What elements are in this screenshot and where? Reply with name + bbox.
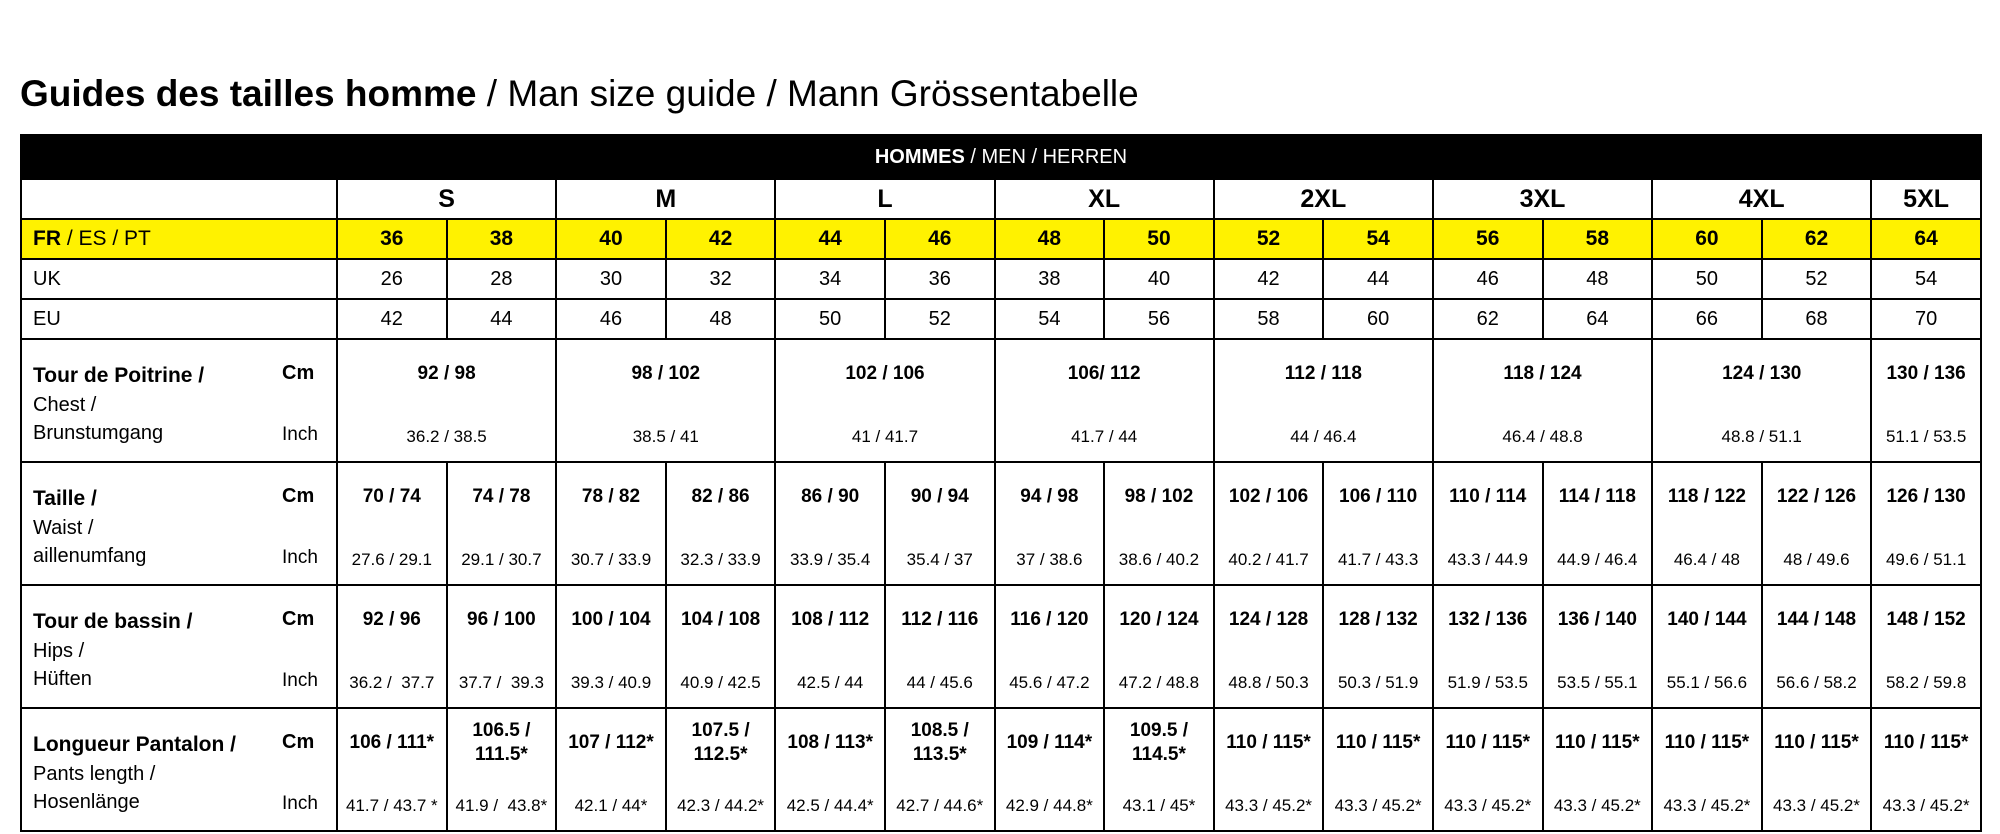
- pants-inch-value: 42.1 / 44*: [574, 796, 648, 815]
- eu-size-cell: 68: [1762, 299, 1872, 339]
- eu-size-cell: 58: [1214, 299, 1324, 339]
- pants-cm-value: 106.5 / 111.5*: [472, 720, 531, 765]
- chest-cm-value: 112 / 118: [1284, 363, 1362, 384]
- waist-cm-value: 110 / 114: [1449, 486, 1527, 507]
- unit-inch-label: Inch: [282, 793, 318, 814]
- waist-value-cell: [447, 462, 557, 585]
- pants-cm-value: 109.5 / 114.5*: [1129, 720, 1188, 765]
- hips-value-cell: [1104, 585, 1214, 708]
- unit-inch-label: Inch: [282, 670, 318, 691]
- size-letter-row: [21, 179, 1981, 219]
- uk-size-label: UK: [21, 259, 337, 299]
- hips-inch-value: 37.7 / 39.3: [458, 673, 544, 692]
- pants-cm-value: 110 / 115*: [1774, 732, 1859, 753]
- pants-value-cell: [666, 708, 776, 831]
- fr-size-cell: 38: [447, 219, 557, 259]
- pants-label-line3: Hosenlänge: [33, 791, 140, 813]
- pants-value-cell: [1652, 708, 1762, 831]
- fr-size-cell: 50: [1104, 219, 1214, 259]
- hips-label-line3: Hüften: [33, 668, 92, 690]
- eu-size-cell: 50: [775, 299, 885, 339]
- size-header-cell: 5XL: [1871, 179, 1981, 219]
- hips-cm-value: 132 / 136: [1448, 609, 1528, 630]
- hips-cm-value: 124 / 128: [1228, 609, 1309, 630]
- hips-value-cell: [556, 585, 666, 708]
- uk-size-cell: 34: [775, 259, 885, 299]
- pants-cm-value: 110 / 115*: [1226, 732, 1311, 753]
- uk-size-cell: 30: [556, 259, 666, 299]
- uk-size-row: [21, 259, 1981, 299]
- chest-inch-value: 41.7 / 44: [1071, 427, 1138, 446]
- pants-label-line2: Pants length /: [33, 763, 156, 785]
- waist-value-cell: [337, 462, 447, 585]
- pants-inch-value: 43.3 / 45.2*: [1225, 796, 1313, 815]
- uk-size-cell: 42: [1214, 259, 1324, 299]
- hips-value-cell: [666, 585, 776, 708]
- chest-cm-value: 130 / 136: [1886, 363, 1966, 384]
- waist-label-line2: Waist /: [33, 517, 94, 539]
- pants-cm-value: 110 / 115*: [1555, 732, 1640, 753]
- waist-cm-value: 126 / 130: [1886, 486, 1966, 507]
- page-title-bold: Guides des tailles homme: [20, 73, 477, 114]
- pants-inch-value: 43.3 / 45.2*: [1663, 796, 1751, 815]
- waist-inch-value: 33.9 / 35.4: [790, 550, 871, 569]
- waist-inch-value: 32.3 / 33.9: [680, 550, 761, 569]
- pants-inch-value: 43.3 / 45.2*: [1444, 796, 1532, 815]
- uk-size-cell: 26: [337, 259, 447, 299]
- waist-value-cell: [1104, 462, 1214, 585]
- pants-cm-value: 110 / 115*: [1445, 732, 1530, 753]
- waist-cm-value: 86 / 90: [801, 486, 860, 507]
- hips-cm-value: 140 / 144: [1667, 609, 1747, 630]
- hips-cm-value: 136 / 140: [1557, 609, 1637, 630]
- uk-size-cell: 38: [995, 259, 1105, 299]
- waist-inch-value: 46.4 / 48: [1673, 550, 1740, 569]
- uk-size-cell: 48: [1543, 259, 1653, 299]
- hips-value-cell: [1214, 585, 1324, 708]
- pants-value-cell: [1433, 708, 1543, 831]
- hips-cm-value: 116 / 120: [1010, 609, 1089, 630]
- waist-inch-value: 49.6 / 51.1: [1885, 550, 1967, 569]
- hips-inch-value: 47.2 / 48.8: [1118, 673, 1200, 692]
- hips-row: [21, 585, 1981, 708]
- eu-size-row: [21, 299, 1981, 339]
- uk-size-cell: 28: [447, 259, 557, 299]
- waist-cm-value: 114 / 118: [1558, 486, 1636, 507]
- waist-inch-value: 30.7 / 33.9: [570, 550, 652, 569]
- pants-cm-value: 108.5 / 113.5*: [910, 720, 969, 765]
- waist-value-cell: [885, 462, 995, 585]
- pants-inch-value: 43.3 / 45.2*: [1773, 796, 1860, 815]
- waist-inch-value: 37 / 38.6: [1016, 550, 1083, 569]
- banner-cell: [21, 135, 1981, 179]
- pants-value-cell: [1543, 708, 1653, 831]
- size-header-cell: 2XL: [1214, 179, 1433, 219]
- chest-label-line2: Chest /: [33, 394, 97, 416]
- hips-value-cell: [1762, 585, 1872, 708]
- hips-inch-value: 40.9 / 42.5: [680, 673, 761, 692]
- waist-inch-value: 40.2 / 41.7: [1228, 550, 1309, 569]
- eu-size-cell: 62: [1433, 299, 1543, 339]
- pants-value-cell: [1323, 708, 1433, 831]
- unit-cm-label: Cm: [282, 362, 315, 384]
- size-header-cell: S: [337, 179, 556, 219]
- pants-value-cell: [995, 708, 1105, 831]
- waist-inch-value: 43.3 / 44.9: [1447, 550, 1528, 569]
- waist-value-cell: [1214, 462, 1324, 585]
- unit-cm-label: Cm: [282, 731, 315, 753]
- waist-value-cell: [1323, 462, 1433, 585]
- chest-label-line3: Brunstumgang: [33, 422, 164, 444]
- pants-cm-value: 108 / 113*: [787, 732, 873, 753]
- hips-label-cell: [21, 585, 337, 708]
- pants-cm-value: 106 / 111*: [349, 732, 435, 753]
- hips-value-cell: [775, 585, 885, 708]
- hips-inch-value: 36.2 / 37.7: [349, 673, 435, 692]
- pants-length-row: [21, 708, 1981, 831]
- fr-size-cell: 54: [1323, 219, 1433, 259]
- unit-inch-label: Inch: [282, 424, 318, 445]
- chest-row: [21, 339, 1981, 462]
- chest-inch-value: 46.4 / 48.8: [1502, 427, 1583, 446]
- hips-cm-value: 104 / 108: [680, 609, 761, 630]
- chest-cm-value: 92 / 98: [417, 363, 476, 384]
- pants-label-cell: [21, 708, 337, 831]
- waist-cm-value: 78 / 82: [581, 486, 641, 507]
- pants-value-cell: [1214, 708, 1324, 831]
- hips-value-cell: [995, 585, 1105, 708]
- pants-value-cell: [885, 708, 995, 831]
- waist-row: [21, 462, 1981, 585]
- chest-inch-value: 41 / 41.7: [851, 427, 919, 446]
- chest-cm-value: 124 / 130: [1722, 363, 1802, 384]
- hips-inch-value: 53.5 / 55.1: [1557, 673, 1638, 692]
- waist-value-cell: [1652, 462, 1762, 585]
- chest-label-cell: [21, 339, 337, 462]
- size-header-cell: M: [556, 179, 775, 219]
- pants-inch-value: 41.7 / 43.7 *: [345, 796, 438, 815]
- chest-label-title: Tour de Poitrine /: [33, 364, 205, 387]
- waist-value-cell: [1543, 462, 1653, 585]
- waist-inch-value: 48 / 49.6: [1783, 550, 1850, 569]
- waist-inch-value: 29.1 / 30.7: [461, 550, 542, 569]
- pants-value-cell: [337, 708, 447, 831]
- fr-size-cell: 44: [775, 219, 885, 259]
- size-header-cell: XL: [995, 179, 1214, 219]
- waist-value-cell: [1762, 462, 1872, 585]
- pants-inch-value: 43.3 / 45.2*: [1882, 796, 1970, 815]
- hips-cm-value: 148 / 152: [1886, 609, 1966, 630]
- hips-inch-value: 56.6 / 58.2: [1776, 673, 1857, 692]
- chest-value-cell: [1652, 339, 1871, 462]
- waist-cm-value: 74 / 78: [472, 486, 531, 507]
- size-letter-label: [21, 179, 337, 219]
- pants-value-cell: [556, 708, 666, 831]
- hips-value-cell: [1323, 585, 1433, 708]
- hips-inch-value: 42.5 / 44: [797, 673, 864, 692]
- fr-size-cell: 62: [1762, 219, 1872, 259]
- pants-inch-value: 43.3 / 45.2*: [1334, 796, 1422, 815]
- eu-size-cell: 54: [995, 299, 1105, 339]
- size-header-cell: L: [775, 179, 994, 219]
- size-header-cell: 3XL: [1433, 179, 1652, 219]
- hips-cm-value: 120 / 124: [1119, 609, 1199, 630]
- pants-inch-value: 41.9 / 43.8*: [455, 796, 548, 815]
- eu-size-label: EU: [21, 299, 337, 339]
- eu-size-cell: 52: [885, 299, 995, 339]
- chest-inch-value: 38.5 / 41: [632, 427, 699, 446]
- chest-inch-value: 36.2 / 38.5: [406, 427, 487, 446]
- pants-value-cell: [775, 708, 885, 831]
- eu-size-cell: 46: [556, 299, 666, 339]
- eu-size-cell: 66: [1652, 299, 1762, 339]
- hips-value-cell: [885, 585, 995, 708]
- hips-cm-value: 128 / 132: [1338, 609, 1418, 630]
- waist-inch-value: 44.9 / 46.4: [1557, 550, 1638, 569]
- uk-size-cell: 46: [1433, 259, 1543, 299]
- uk-size-cell: 40: [1104, 259, 1214, 299]
- waist-inch-value: 35.4 / 37: [906, 550, 973, 569]
- hips-cm-value: 100 / 104: [571, 609, 651, 630]
- waist-cm-value: 122 / 126: [1776, 486, 1857, 507]
- uk-size-cell: 52: [1762, 259, 1872, 299]
- waist-label-line3: aillenumfang: [33, 545, 147, 567]
- waist-cm-value: 70 / 74: [362, 486, 421, 507]
- pants-value-cell: [1871, 708, 1981, 831]
- pants-cm-value: 107 / 112*: [568, 732, 654, 753]
- hips-value-cell: [1652, 585, 1762, 708]
- waist-cm-value: 82 / 86: [691, 486, 750, 507]
- fr-label-bold: FR: [33, 227, 61, 250]
- uk-size-cell: 36: [885, 259, 995, 299]
- fr-size-row: [21, 219, 1981, 259]
- hips-inch-value: 45.6 / 47.2: [1009, 673, 1090, 692]
- waist-cm-value: 90 / 94: [910, 486, 969, 507]
- pants-cm-value: 110 / 115*: [1335, 732, 1421, 753]
- chest-cm-value: 118 / 124: [1503, 363, 1582, 384]
- chest-value-cell: [1871, 339, 1981, 462]
- pants-inch-value: 42.9 / 44.8*: [1005, 796, 1093, 815]
- pants-inch-value: 42.7 / 44.6*: [896, 796, 984, 815]
- waist-cm-value: 118 / 122: [1667, 486, 1747, 507]
- chest-inch-value: 44 / 46.4: [1290, 427, 1357, 446]
- eu-size-cell: 70: [1871, 299, 1981, 339]
- waist-value-cell: [1871, 462, 1981, 585]
- page-title: [20, 66, 1139, 122]
- banner-rest: / MEN / HERREN: [964, 145, 1128, 168]
- hips-value-cell: [337, 585, 447, 708]
- pants-cm-value: 107.5 / 112.5*: [691, 720, 750, 765]
- pants-label-title: Longueur Pantalon /: [33, 733, 236, 756]
- hips-cm-value: 92 / 96: [362, 609, 421, 630]
- waist-cm-value: 102 / 106: [1228, 486, 1309, 507]
- fr-label-rest: / ES / PT: [61, 227, 151, 250]
- banner-bold: HOMMES: [874, 145, 965, 168]
- pants-value-cell: [447, 708, 557, 831]
- hips-inch-value: 58.2 / 59.8: [1885, 673, 1967, 692]
- fr-size-cell: 40: [556, 219, 666, 259]
- pants-inch-value: 43.3 / 45.2*: [1553, 796, 1641, 815]
- eu-size-cell: 64: [1543, 299, 1653, 339]
- pants-inch-value: 42.3 / 44.2*: [677, 796, 765, 815]
- hips-label-title: Tour de bassin /: [33, 610, 193, 633]
- size-table: [20, 134, 1982, 832]
- eu-size-cell: 48: [666, 299, 776, 339]
- hips-value-cell: [1543, 585, 1653, 708]
- fr-size-cell: 58: [1543, 219, 1653, 259]
- waist-label-cell: [21, 462, 337, 585]
- unit-cm-label: Cm: [282, 608, 315, 630]
- fr-size-cell: 46: [885, 219, 995, 259]
- pants-value-cell: [1104, 708, 1214, 831]
- fr-size-label: [21, 219, 337, 259]
- hips-value-cell: [1433, 585, 1543, 708]
- pants-value-cell: [1762, 708, 1872, 831]
- hips-inch-value: 48.8 / 50.3: [1228, 673, 1309, 692]
- fr-size-cell: 56: [1433, 219, 1543, 259]
- hips-cm-value: 108 / 112: [791, 609, 870, 630]
- uk-size-cell: 50: [1652, 259, 1762, 299]
- chest-value-cell: [995, 339, 1214, 462]
- fr-size-cell: 60: [1652, 219, 1762, 259]
- uk-size-cell: 44: [1323, 259, 1433, 299]
- chest-value-cell: [556, 339, 775, 462]
- pants-cm-value: 109 / 114*: [1006, 732, 1093, 753]
- hips-cm-value: 96 / 100: [467, 609, 536, 630]
- pants-inch-value: 43.1 / 45*: [1122, 796, 1196, 815]
- hips-value-cell: [447, 585, 557, 708]
- waist-value-cell: [556, 462, 666, 585]
- chest-cm-value: 106/ 112: [1067, 363, 1141, 384]
- pants-cm-value: 110 / 115*: [1883, 732, 1969, 753]
- waist-value-cell: [1433, 462, 1543, 585]
- waist-value-cell: [775, 462, 885, 585]
- page-title-rest: / Man size guide / Mann Grössentabelle: [476, 73, 1139, 114]
- size-header-cell: 4XL: [1652, 179, 1871, 219]
- eu-size-cell: 56: [1104, 299, 1214, 339]
- hips-inch-value: 51.9 / 53.5: [1447, 673, 1528, 692]
- chest-cm-value: 102 / 106: [845, 363, 925, 384]
- unit-inch-label: Inch: [282, 547, 318, 568]
- waist-label-title: Taille /: [33, 487, 97, 510]
- fr-size-cell: 36: [337, 219, 447, 259]
- fr-size-cell: 48: [995, 219, 1105, 259]
- eu-size-cell: 42: [337, 299, 447, 339]
- chest-cm-value: 98 / 102: [631, 363, 701, 384]
- chest-inch-value: 51.1 / 53.5: [1885, 427, 1967, 446]
- fr-size-cell: 42: [666, 219, 776, 259]
- waist-inch-value: 27.6 / 29.1: [351, 550, 432, 569]
- hips-value-cell: [1871, 585, 1981, 708]
- waist-value-cell: [995, 462, 1105, 585]
- hips-inch-value: 50.3 / 51.9: [1337, 673, 1419, 692]
- chest-value-cell: [1214, 339, 1433, 462]
- waist-cm-value: 94 / 98: [1020, 486, 1079, 507]
- uk-size-cell: 54: [1871, 259, 1981, 299]
- hips-cm-value: 144 / 148: [1776, 609, 1857, 630]
- waist-inch-value: 38.6 / 40.2: [1118, 550, 1200, 569]
- waist-cm-value: 106 / 110: [1339, 486, 1418, 507]
- pants-cm-value: 110 / 115*: [1664, 732, 1750, 753]
- hips-inch-value: 39.3 / 40.9: [570, 673, 652, 692]
- waist-inch-value: 41.7 / 43.3: [1337, 550, 1419, 569]
- eu-size-cell: 44: [447, 299, 557, 339]
- waist-cm-value: 98 / 102: [1124, 486, 1194, 507]
- waist-value-cell: [666, 462, 776, 585]
- hips-inch-value: 55.1 / 56.6: [1666, 673, 1748, 692]
- unit-cm-label: Cm: [282, 485, 315, 507]
- chest-value-cell: [775, 339, 994, 462]
- fr-size-cell: 52: [1214, 219, 1324, 259]
- hips-label-line2: Hips /: [33, 640, 85, 662]
- chest-value-cell: [1433, 339, 1652, 462]
- chest-value-cell: [337, 339, 556, 462]
- pants-inch-value: 42.5 / 44.4*: [786, 796, 874, 815]
- chest-inch-value: 48.8 / 51.1: [1721, 427, 1802, 446]
- hips-inch-value: 44 / 45.6: [906, 673, 973, 692]
- banner-row: [21, 135, 1981, 179]
- eu-size-cell: 60: [1323, 299, 1433, 339]
- hips-cm-value: 112 / 116: [901, 609, 979, 630]
- uk-size-cell: 32: [666, 259, 776, 299]
- fr-size-cell: 64: [1871, 219, 1981, 259]
